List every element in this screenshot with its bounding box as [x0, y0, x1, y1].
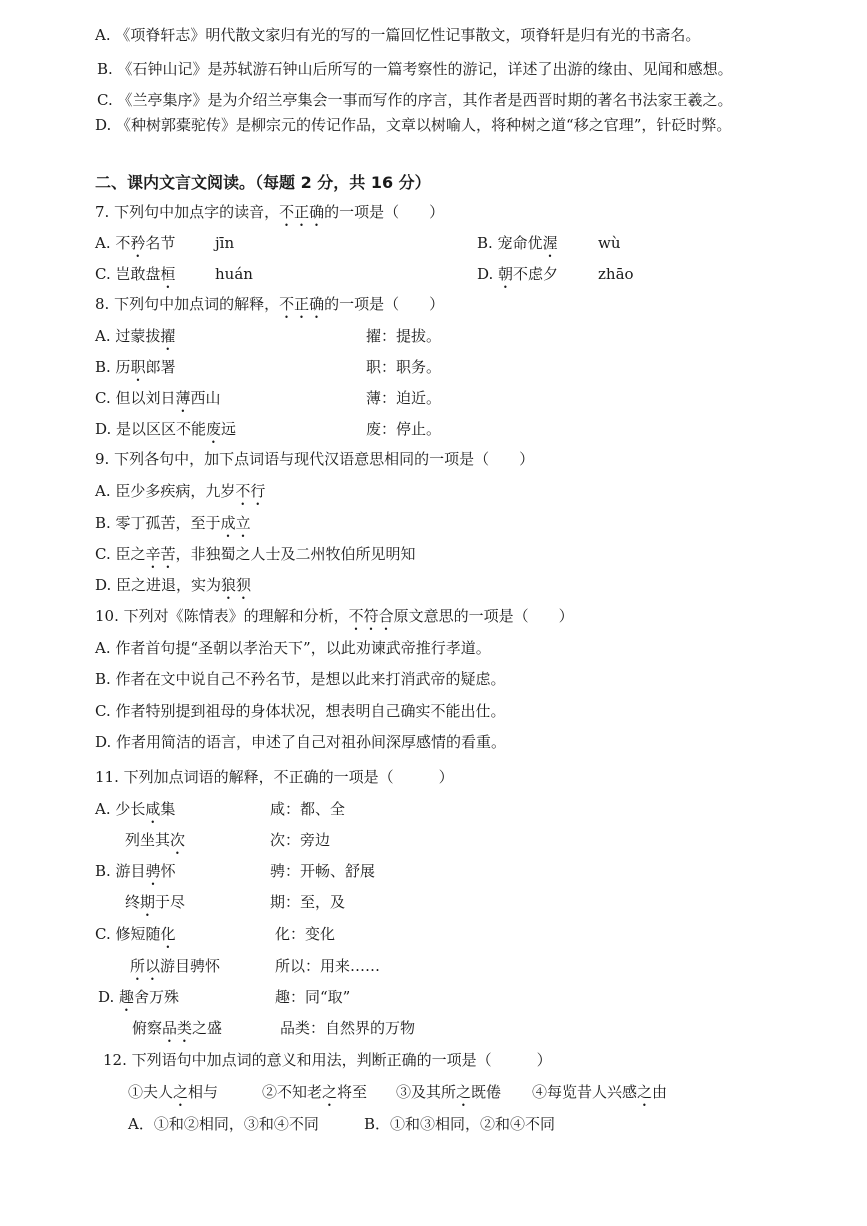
q8-option-a: [95, 326, 175, 354]
q11-c1-explanation: 化：变化: [275, 925, 336, 943]
q9-a-text: A. 臣少多疾病，九岁: [95, 482, 236, 500]
q9-option-a: [95, 481, 265, 509]
q12-item2-text: ②不知老: [262, 1083, 323, 1101]
q12-option-b: B．①和③相同，②和④不同: [364, 1115, 556, 1133]
q8-stem-tail: 的一项是（ ）: [324, 295, 445, 313]
q8-option-b: [95, 357, 176, 385]
q9-c-dotted: 辛苦: [145, 545, 176, 563]
q10-stem-emphasis: 不符合: [348, 607, 394, 625]
q8-b-tail: 郎署: [145, 358, 176, 376]
q11-b1-text: B. 游目: [95, 862, 146, 880]
q11-a1-tail: 集: [160, 800, 176, 818]
q8-a-explanation: 擢：提拔。: [366, 327, 442, 345]
q11-a2-text: 列坐其: [125, 831, 171, 849]
q9-b-dotted: 成立: [220, 514, 251, 532]
q12-item3-text: ③及其所: [396, 1083, 457, 1101]
q12-item2-tail: 将至: [337, 1083, 368, 1101]
q11-b2-tail: 于尽: [155, 893, 186, 911]
q8-c-explanation: 薄：迫近。: [366, 389, 442, 407]
q11-b1-dotted: 骋: [145, 862, 161, 880]
section-heading: 二、课内文言文阅读。（每题 2 分，共 16 分）: [95, 173, 431, 192]
q9-option-c: [95, 544, 416, 572]
q7-stem: [95, 202, 444, 230]
q7-a-text: A. 不: [95, 234, 131, 252]
q9-d-dotted: 狼狈: [221, 576, 252, 594]
q8-stem: [95, 294, 444, 322]
q12-item1-dotted: 之: [173, 1083, 189, 1101]
q11-c2-tail: 游目骋怀: [160, 957, 221, 975]
q7-a-pinyin: jīn: [215, 234, 235, 252]
q7-b-text: B. 宠命优: [477, 234, 543, 252]
q7-b-pinyin: wù: [598, 234, 621, 252]
q10-option-c: C. 作者特别提到祖母的身体状况，想表明自己确实不能出仕。: [95, 702, 506, 720]
q8-b-dotted: 职: [130, 358, 146, 376]
q11-b1-tail: 怀: [160, 862, 176, 880]
q7-c-text: C. 岂敢盘: [95, 265, 161, 283]
q7-c-dotted: 桓: [160, 265, 176, 283]
q7-d-dotted: 朝: [498, 265, 514, 283]
q7-option-c: [95, 264, 176, 292]
q12-item1-text: ①夫人: [128, 1083, 174, 1101]
q8-stem-emphasis: 不正确: [279, 295, 325, 313]
q7-d-pinyin: zhāo: [598, 265, 634, 283]
q11-option-a2: [125, 830, 185, 858]
q11-c2-dotted: 所以: [130, 957, 161, 975]
q12-item-1: [128, 1082, 218, 1110]
q10-option-a: A. 作者首句提“圣朝以孝治天下”，以此劝谏武帝推行孝道。: [95, 639, 491, 657]
q7-d-tail: 不虑夕: [513, 265, 559, 283]
q8-c-text: C. 但以刘日: [95, 389, 176, 407]
q11-option-b2: [125, 892, 185, 920]
q7-option-d: [477, 264, 558, 292]
q8-d-text: D. 是以区区不能: [95, 420, 207, 438]
q8-a-text: A. 过蒙拔: [95, 327, 161, 345]
q7-b-dotted: 渥: [542, 234, 558, 252]
q7-d-text: D.: [477, 265, 499, 283]
q11-d2-tail: 之盛: [192, 1019, 223, 1037]
q8-option-d: [95, 419, 236, 447]
q8-d-tail: 远: [221, 420, 237, 438]
q8-b-explanation: 职：职务。: [366, 358, 442, 376]
q9-d-text: D. 臣之进退，实为: [95, 576, 222, 594]
q11-d2-explanation: 品类：自然界的万物: [280, 1019, 416, 1037]
sec1-option-b: B. 《石钟山记》是苏轼游石钟山后所写的一篇考察性的游记，详述了出游的缘由、见闻和感想。: [97, 60, 733, 78]
q8-c-dotted: 薄: [175, 389, 191, 407]
q11-option-b1: [95, 861, 176, 889]
q11-option-d1: [98, 987, 179, 1015]
q9-a-dotted: 不行: [235, 482, 266, 500]
q11-c2-explanation: 所以：用来……: [275, 957, 381, 975]
sec1-option-a: A. 《项脊轩志》明代散文家归有光的写的一篇回忆性记事散文，项脊轩是归有光的书斋名。: [95, 26, 701, 44]
q10-stem: [95, 606, 574, 634]
q11-a1-text: A. 少长: [95, 800, 146, 818]
q12-item3-tail: 既倦: [471, 1083, 502, 1101]
q7-stem-text: 7. 下列句中加点字的读音，: [95, 203, 280, 221]
q10-stem-tail: 原文意思的一项是（ ）: [393, 607, 574, 625]
q10-option-b: B. 作者在文中说自己不矜名节，是想以此来打消武帝的疑虑。: [95, 670, 506, 688]
q8-d-dotted: 废: [206, 420, 222, 438]
q11-d1-tail: 舍万殊: [134, 988, 180, 1006]
q11-d1-dotted: 趣: [119, 988, 135, 1006]
q9-c-tail: ，非独蜀之人士及二州牧伯所见明知: [175, 545, 416, 563]
q12-item-3: [396, 1082, 501, 1110]
q12-item1-tail: 相与: [188, 1083, 219, 1101]
q11-c1-text: C. 修短随: [95, 925, 161, 943]
q11-a1-dotted: 咸: [145, 800, 161, 818]
q11-option-a1: [95, 799, 175, 827]
q9-option-d: [95, 575, 251, 603]
q11-a1-explanation: 咸：都、全: [270, 800, 346, 818]
q11-b2-dotted: 期: [140, 893, 156, 911]
q11-b2-text: 终: [125, 893, 141, 911]
q9-c-text: C. 臣之: [95, 545, 146, 563]
q12-stem: 12. 下列语句中加点词的意义和用法，判断正确的一项是（ ）: [103, 1051, 552, 1069]
q11-b1-explanation: 骋：开畅、舒展: [270, 862, 376, 880]
q12-item4-dotted: 之: [637, 1083, 653, 1101]
q12-item4-tail: 由: [652, 1083, 668, 1101]
q11-b2-explanation: 期：至，及: [270, 893, 346, 911]
q12-option-a: A．①和②相同，③和④不同: [128, 1115, 319, 1133]
q8-option-c: [95, 388, 221, 416]
q11-a2-dotted: 次: [170, 831, 186, 849]
q9-option-b: [95, 513, 251, 541]
q11-option-c2: [130, 956, 220, 984]
q12-item4-text: ④每览昔人兴感: [532, 1083, 638, 1101]
q11-d1-text: D.: [98, 988, 120, 1006]
q7-option-b: [477, 233, 558, 261]
q11-stem: 11. 下列加点词语的解释，不正确的一项是（ ）: [95, 768, 454, 786]
q8-stem-text: 8. 下列句中加点词的解释，: [95, 295, 280, 313]
q11-d2-text: 俯察: [132, 1019, 163, 1037]
q7-a-dotted: 矜: [130, 234, 146, 252]
sec1-option-d: D. 《种树郭橐驼传》是柳宗元的传记作品，文章以树喻人，将种树之道“移之官理”，针砭时弊。: [95, 116, 732, 134]
q7-stem-tail: 的一项是（ ）: [324, 203, 445, 221]
q11-option-c1: [95, 924, 176, 952]
q8-a-dotted: 擢: [160, 327, 176, 345]
q12-item-2: [262, 1082, 367, 1110]
q8-c-tail: 西山: [190, 389, 221, 407]
q7-c-pinyin: huán: [215, 265, 253, 283]
q12-item-4: [532, 1082, 667, 1110]
q11-d2-dotted: 品类: [162, 1019, 193, 1037]
q7-a-tail: 名节: [145, 234, 176, 252]
q12-item2-dotted: 之: [322, 1083, 338, 1101]
q10-stem-text: 10. 下列对《陈情表》的理解和分析，: [95, 607, 349, 625]
q7-stem-emphasis: 不正确: [279, 203, 325, 221]
q12-item3-dotted: 之: [456, 1083, 472, 1101]
q11-a2-explanation: 次：旁边: [270, 831, 331, 849]
q8-b-text: B. 历: [95, 358, 131, 376]
q7-option-a: [95, 233, 175, 261]
q11-c1-dotted: 化: [160, 925, 176, 943]
q11-d1-explanation: 趣：同“取”: [275, 988, 351, 1006]
q9-b-text: B. 零丁孤苦，至于: [95, 514, 221, 532]
q11-option-d2: [132, 1018, 222, 1046]
sec1-option-c: C. 《兰亭集序》是为介绍兰亭集会一事而写作的序言，其作者是西晋时期的著名书法家王羲之。: [97, 91, 733, 109]
q9-stem: 9. 下列各句中，加下点词语与现代汉语意思相同的一项是（ ）: [95, 450, 535, 468]
q10-option-d: D. 作者用简洁的语言，申述了自己对祖孙间深厚感情的看重。: [95, 733, 507, 751]
q8-d-explanation: 废：停止。: [366, 420, 442, 438]
